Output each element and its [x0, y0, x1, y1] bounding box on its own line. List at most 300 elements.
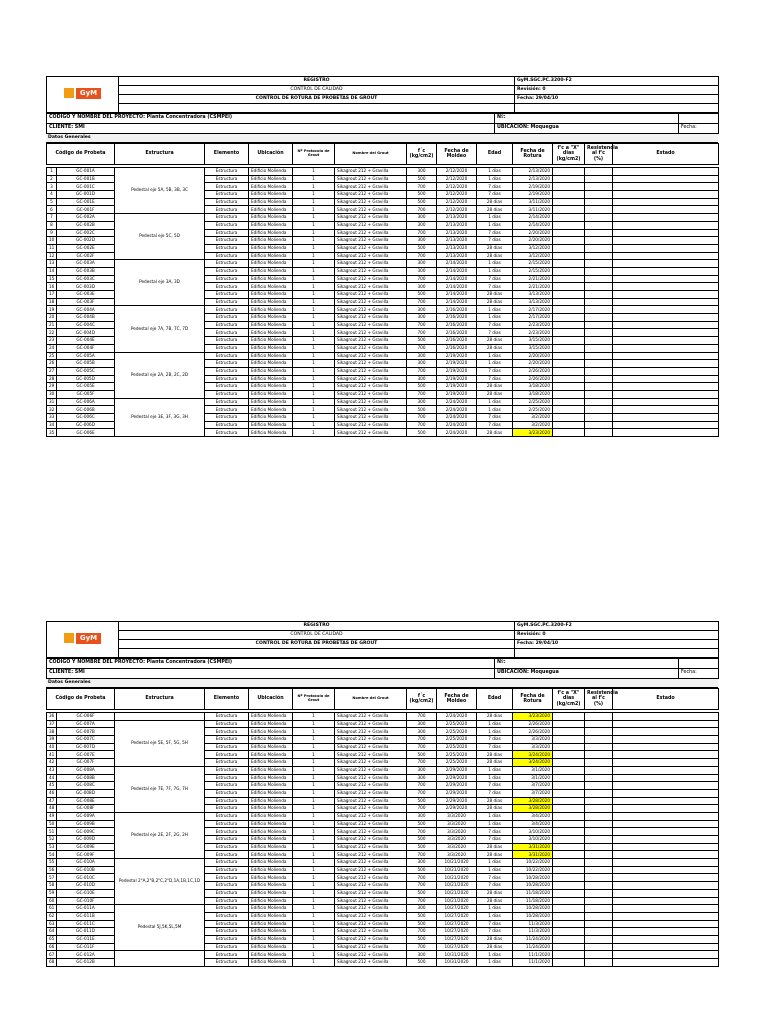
protocolo-cell: 1	[293, 260, 335, 268]
edad-cell: 28 dias	[477, 206, 513, 214]
row-number: 65	[47, 935, 57, 943]
fecha-moldeo-cell: 2/12/2020	[437, 168, 477, 176]
elemento-cell: Estructura	[205, 237, 249, 245]
table-row	[47, 352, 719, 360]
fc-dias-cell	[553, 275, 585, 283]
probeta-code: GC-004A	[57, 306, 115, 314]
fc-dias-cell	[553, 206, 585, 214]
grout-name-cell: Sikagrout 212 + Gravilla	[335, 728, 407, 736]
fc-dias-cell	[553, 866, 585, 874]
row-number: 52	[47, 836, 57, 844]
fecha-moldeo-cell: 2/19/2020	[437, 383, 477, 391]
fc-dias-cell	[553, 337, 585, 345]
fecha-rotura-cell: 3/2/2020	[513, 414, 553, 422]
edad-cell: 28 dias	[477, 797, 513, 805]
resistencia-cell	[585, 928, 613, 936]
fecha-moldeo-cell: 10/27/2020	[437, 943, 477, 951]
ubicacion-cell: Edificio Molienda	[249, 928, 293, 936]
fecha-moldeo-cell: 2/25/2020	[437, 759, 477, 767]
probeta-code: GC-005A	[57, 352, 115, 360]
protocolo-cell: 1	[293, 820, 335, 828]
elemento-cell: Estructura	[205, 198, 249, 206]
row-number: 19	[47, 306, 57, 314]
resistencia-cell	[585, 283, 613, 291]
elemento-cell: Estructura	[205, 766, 249, 774]
logo-text: GyM	[76, 633, 101, 644]
edad-cell: 1 dias	[477, 728, 513, 736]
row-number: 27	[47, 367, 57, 375]
resistencia-cell	[585, 298, 613, 306]
fecha-rotura-cell: 2/14/2020	[513, 214, 553, 222]
fc-dias-cell	[553, 367, 585, 375]
grout-name-cell: Sikagrout 212 + Gravilla	[335, 367, 407, 375]
elemento-cell: Estructura	[205, 206, 249, 214]
probeta-code: GC-002F	[57, 252, 115, 260]
row-number: 66	[47, 943, 57, 951]
grout-name-cell: Sikagrout 212 + Gravilla	[335, 736, 407, 744]
resistencia-cell	[585, 889, 613, 897]
fecha-moldeo-cell: 2/29/2020	[437, 789, 477, 797]
elemento-cell: Estructura	[205, 951, 249, 959]
control-calidad-label: CONTROL DE CALIDAD	[119, 631, 515, 640]
fc-cell: 700	[407, 874, 437, 882]
fecha-rotura-cell: 2/19/2020	[513, 191, 553, 199]
ubicacion-cell: Edificio Molienda	[249, 367, 293, 375]
numero-label: Nº:	[495, 114, 679, 124]
elemento-cell: Estructura	[205, 889, 249, 897]
grout-name-cell: Sikagrout 212 + Gravilla	[335, 221, 407, 229]
ubicacion-cell: Edificio Molienda	[249, 191, 293, 199]
elemento-cell: Estructura	[205, 728, 249, 736]
fc-cell: 700	[407, 298, 437, 306]
fc-dias-cell	[553, 421, 585, 429]
fc-cell: 700	[407, 759, 437, 767]
fecha-rotura-cell: 3/7/2020	[513, 782, 553, 790]
protocolo-cell: 1	[293, 866, 335, 874]
ubicacion-cell: Edificio Molienda	[249, 789, 293, 797]
estructura-cell: Pedestal eje 2E, 2F, 2G, 2H	[115, 812, 205, 858]
grout-name-cell: Sikagrout 212 + Gravilla	[335, 283, 407, 291]
fecha-moldeo-cell: 2/13/2020	[437, 214, 477, 222]
fc-cell: 500	[407, 935, 437, 943]
elemento-cell: Estructura	[205, 183, 249, 191]
row-number: 9	[47, 229, 57, 237]
fc-cell: 500	[407, 383, 437, 391]
estado-cell	[613, 743, 719, 751]
row-number: 2	[47, 175, 57, 183]
elemento-cell: Estructura	[205, 429, 249, 437]
protocolo-cell: 1	[293, 920, 335, 928]
grout-name-cell: Sikagrout 212 + Gravilla	[335, 836, 407, 844]
estado-cell	[613, 314, 719, 322]
resistencia-cell	[585, 390, 613, 398]
resistencia-cell	[585, 789, 613, 797]
protocolo-cell: 1	[293, 321, 335, 329]
edad-cell: 7 dias	[477, 414, 513, 422]
fc-dias-cell	[553, 175, 585, 183]
elemento-cell: Estructura	[205, 298, 249, 306]
fc-dias-cell	[553, 928, 585, 936]
estado-cell	[613, 736, 719, 744]
fecha-rotura-cell: 2/23/2020	[513, 329, 553, 337]
protocolo-cell: 1	[293, 375, 335, 383]
elemento-cell: Estructura	[205, 828, 249, 836]
protocolo-cell: 1	[293, 383, 335, 391]
probeta-code: GC-005B	[57, 360, 115, 368]
protocolo-cell: 1	[293, 736, 335, 744]
fc-cell: 500	[407, 797, 437, 805]
ubicacion-cell: Edificio Molienda	[249, 344, 293, 352]
row-number: 59	[47, 889, 57, 897]
protocolo-cell: 1	[293, 275, 335, 283]
grout-name-cell: Sikagrout 212 + Gravilla	[335, 713, 407, 721]
grout-name-cell: Sikagrout 212 + Gravilla	[335, 260, 407, 268]
row-number: 49	[47, 812, 57, 820]
fc-dias-cell	[553, 951, 585, 959]
row-number: 56	[47, 866, 57, 874]
probeta-code: GC-011F	[57, 943, 115, 951]
fc-cell: 300	[407, 720, 437, 728]
edad-cell: 7 dias	[477, 874, 513, 882]
fc-dias-cell	[553, 214, 585, 222]
row-number: 39	[47, 736, 57, 744]
table-row	[47, 859, 719, 867]
header-table	[46, 621, 719, 658]
fecha-moldeo-cell: 2/24/2020	[437, 414, 477, 422]
protocolo-cell: 1	[293, 943, 335, 951]
estado-cell	[613, 267, 719, 275]
grout-name-cell: Sikagrout 212 + Gravilla	[335, 214, 407, 222]
row-number: 31	[47, 398, 57, 406]
resistencia-cell	[585, 260, 613, 268]
fc-cell: 700	[407, 805, 437, 813]
ubicacion-cell: Edificio Molienda	[249, 352, 293, 360]
registro-label: REGISTRO	[119, 622, 515, 631]
protocolo-cell: 1	[293, 237, 335, 245]
ubicacion-cell: Edificio Molienda	[249, 820, 293, 828]
protocolo-cell: 1	[293, 859, 335, 867]
grout-name-cell: Sikagrout 212 + Gravilla	[335, 720, 407, 728]
protocolo-cell: 1	[293, 198, 335, 206]
elemento-cell: Estructura	[205, 943, 249, 951]
col-estructura: Estructura	[115, 689, 205, 710]
fecha-moldeo-cell: 2/24/2020	[437, 398, 477, 406]
fecha-rotura-cell: 3/31/2020	[513, 843, 553, 851]
fc-dias-cell	[553, 812, 585, 820]
ubicacion-cell: Edificio Molienda	[249, 175, 293, 183]
probeta-code: GC-004F	[57, 344, 115, 352]
project-name: CÓDIGO Y NOMBRE DEL PROYECTO: Planta Concentradora (CSMPEI)	[47, 114, 495, 124]
grout-name-cell: Sikagrout 212 + Gravilla	[335, 421, 407, 429]
ubicacion-cell: Edificio Molienda	[249, 314, 293, 322]
fecha-rotura-cell: 3/12/2020	[513, 252, 553, 260]
resistencia-cell	[585, 183, 613, 191]
fecha-rotura-cell: 2/21/2020	[513, 275, 553, 283]
fc-cell: 700	[407, 943, 437, 951]
elemento-cell: Estructura	[205, 812, 249, 820]
fecha-moldeo-cell: 2/12/2020	[437, 183, 477, 191]
fc-cell: 700	[407, 183, 437, 191]
fc-dias-cell	[553, 198, 585, 206]
fecha-moldeo-cell: 2/12/2020	[437, 191, 477, 199]
fc-cell: 700	[407, 321, 437, 329]
fc-cell: 300	[407, 260, 437, 268]
edad-cell: 1 dias	[477, 951, 513, 959]
fecha-moldeo-cell: 2/16/2020	[437, 306, 477, 314]
fecha2-label: Fecha:	[679, 669, 719, 679]
row-number: 45	[47, 782, 57, 790]
fc-cell: 500	[407, 889, 437, 897]
grout-name-cell: Sikagrout 212 + Gravilla	[335, 383, 407, 391]
fecha-moldeo-cell: 10/27/2020	[437, 928, 477, 936]
estado-cell	[613, 344, 719, 352]
fc-dias-cell	[553, 291, 585, 299]
elemento-cell: Estructura	[205, 774, 249, 782]
resistencia-cell	[585, 360, 613, 368]
estructura-cell: Pedestal 5J,5K,5L,5M	[115, 905, 205, 951]
probeta-code: GC-007F	[57, 759, 115, 767]
estado-cell	[613, 398, 719, 406]
fc-cell: 700	[407, 713, 437, 721]
fc-cell: 500	[407, 920, 437, 928]
grout-name-cell: Sikagrout 212 + Gravilla	[335, 874, 407, 882]
protocolo-cell: 1	[293, 398, 335, 406]
fc-cell: 500	[407, 244, 437, 252]
fc-cell: 700	[407, 329, 437, 337]
fecha-rotura-cell: 3/12/2020	[513, 244, 553, 252]
row-number: 61	[47, 905, 57, 913]
estado-cell	[613, 367, 719, 375]
col-fc: f´c (kg/cm2)	[407, 689, 437, 710]
fecha-moldeo-cell: 3/3/2020	[437, 828, 477, 836]
row-number: 24	[47, 344, 57, 352]
protocolo-cell: 1	[293, 267, 335, 275]
edad-cell: 7 dias	[477, 283, 513, 291]
fc-dias-cell	[553, 252, 585, 260]
row-number: 44	[47, 774, 57, 782]
row-number: 5	[47, 198, 57, 206]
row-number: 35	[47, 429, 57, 437]
resistencia-cell	[585, 329, 613, 337]
probeta-code: GC-003B	[57, 267, 115, 275]
ubicacion-cell: Edificio Molienda	[249, 851, 293, 859]
probeta-code: GC-009E	[57, 843, 115, 851]
edad-cell: 28 dias	[477, 751, 513, 759]
col-codigo: Código de Probeta	[47, 689, 115, 710]
fc-dias-cell	[553, 805, 585, 813]
estado-cell	[613, 713, 719, 721]
row-number: 62	[47, 912, 57, 920]
ubicacion-cell: Edificio Molienda	[249, 329, 293, 337]
grout-name-cell: Sikagrout 212 + Gravilla	[335, 291, 407, 299]
col-elemento: Elemento	[205, 689, 249, 710]
probeta-code: GC-011E	[57, 935, 115, 943]
probeta-code: GC-007D	[57, 743, 115, 751]
resistencia-cell	[585, 759, 613, 767]
resistencia-cell	[585, 851, 613, 859]
fecha-rotura-cell: 2/26/2020	[513, 728, 553, 736]
estructura-cell: Pedestal eje 2A, 2B, 2C, 2D	[115, 352, 205, 398]
edad-cell: 1 dias	[477, 168, 513, 176]
row-number: 21	[47, 321, 57, 329]
protocolo-cell: 1	[293, 306, 335, 314]
ubicacion-cell: Edificio Molienda	[249, 414, 293, 422]
grout-name-cell: Sikagrout 212 + Gravilla	[335, 183, 407, 191]
estructura-cell: Pedestal eje 3A, 3D	[115, 260, 205, 306]
fc-cell: 300	[407, 352, 437, 360]
grout-name-cell: Sikagrout 212 + Gravilla	[335, 344, 407, 352]
revision-label: Revisión: 0	[515, 631, 719, 640]
elemento-cell: Estructura	[205, 367, 249, 375]
resistencia-cell	[585, 743, 613, 751]
table-row	[47, 306, 719, 314]
col-fecha-moldeo: Fecha de Moldeo	[437, 144, 477, 165]
protocolo-cell: 1	[293, 421, 335, 429]
edad-cell: 28 dias	[477, 851, 513, 859]
grout-name-cell: Sikagrout 212 + Gravilla	[335, 360, 407, 368]
protocolo-cell: 1	[293, 951, 335, 959]
ubicacion-cell: Edificio Molienda	[249, 206, 293, 214]
fecha-rotura-cell: 3/4/2020	[513, 820, 553, 828]
estado-cell	[613, 897, 719, 905]
company-logo	[47, 622, 119, 658]
resistencia-cell	[585, 191, 613, 199]
fc-dias-cell	[553, 912, 585, 920]
probeta-code: GC-010A	[57, 859, 115, 867]
fecha-rotura-cell: 3/3/2020	[513, 736, 553, 744]
row-number: 23	[47, 337, 57, 345]
fc-cell: 700	[407, 390, 437, 398]
fecha-rotura-cell: 11/24/2020	[513, 943, 553, 951]
fc-dias-cell	[553, 344, 585, 352]
fc-cell: 500	[407, 406, 437, 414]
probeta-code: GC-008B	[57, 774, 115, 782]
resistencia-cell	[585, 951, 613, 959]
elemento-cell: Estructura	[205, 360, 249, 368]
fc-dias-cell	[553, 244, 585, 252]
fecha-rotura-cell: 10/28/2020	[513, 874, 553, 882]
ubicacion-cell: Edificio Molienda	[249, 244, 293, 252]
estado-cell	[613, 329, 719, 337]
fc-cell: 300	[407, 728, 437, 736]
estado-cell	[613, 168, 719, 176]
fc-dias-cell	[553, 882, 585, 890]
grout-name-cell: Sikagrout 212 + Gravilla	[335, 843, 407, 851]
elemento-cell: Estructura	[205, 874, 249, 882]
row-number: 30	[47, 390, 57, 398]
fc-cell: 700	[407, 414, 437, 422]
grout-name-cell: Sikagrout 212 + Gravilla	[335, 175, 407, 183]
col-edad: Edad	[477, 689, 513, 710]
fecha-rotura-cell: 10/28/2020	[513, 912, 553, 920]
fc-dias-cell	[553, 321, 585, 329]
probeta-code: GC-002E	[57, 244, 115, 252]
edad-cell: 28 dias	[477, 252, 513, 260]
estructura-cell: Pedestal 2"A,2"B,2"C,2"D,1A,1B,1C,1D	[115, 859, 205, 905]
protocolo-cell: 1	[293, 728, 335, 736]
row-number: 17	[47, 291, 57, 299]
elemento-cell: Estructura	[205, 959, 249, 967]
grout-name-cell: Sikagrout 212 + Gravilla	[335, 782, 407, 790]
fc-cell: 700	[407, 789, 437, 797]
fecha-rotura-cell: 2/26/2020	[513, 720, 553, 728]
elemento-cell: Estructura	[205, 920, 249, 928]
resistencia-cell	[585, 736, 613, 744]
fc-dias-cell	[553, 920, 585, 928]
protocolo-cell: 1	[293, 298, 335, 306]
edad-cell: 1 dias	[477, 352, 513, 360]
ubicacion-cell: Edificio Molienda	[249, 889, 293, 897]
protocolo-cell: 1	[293, 713, 335, 721]
row-number: 15	[47, 275, 57, 283]
fecha-rotura-cell: 3/28/2020	[513, 797, 553, 805]
probeta-code: GC-008A	[57, 766, 115, 774]
ubicacion-cell: Edificio Molienda	[249, 360, 293, 368]
fecha-rotura-cell: 3/23/2020	[513, 713, 553, 721]
protocolo-cell: 1	[293, 283, 335, 291]
fc-cell: 700	[407, 928, 437, 936]
probeta-code: GC-009A	[57, 812, 115, 820]
grout-name-cell: Sikagrout 212 + Gravilla	[335, 375, 407, 383]
fc-dias-cell	[553, 406, 585, 414]
fc-dias-cell	[553, 267, 585, 275]
elemento-cell: Estructura	[205, 306, 249, 314]
row-number: 4	[47, 191, 57, 199]
fecha-moldeo-cell: 2/25/2020	[437, 720, 477, 728]
fc-cell: 500	[407, 175, 437, 183]
fecha-rotura-cell: 3/1/2020	[513, 774, 553, 782]
fc-cell: 300	[407, 314, 437, 322]
elemento-cell: Estructura	[205, 214, 249, 222]
probeta-code: GC-009B	[57, 820, 115, 828]
probeta-code: GC-008D	[57, 789, 115, 797]
fecha-rotura-cell: 10/22/2020	[513, 859, 553, 867]
ubicacion-cell: Edificio Molienda	[249, 252, 293, 260]
ubicacion-cell: Edificio Molienda	[249, 736, 293, 744]
fc-cell: 500	[407, 912, 437, 920]
edad-cell: 28 dias	[477, 429, 513, 437]
row-number: 40	[47, 743, 57, 751]
estado-cell	[613, 352, 719, 360]
column-header-row	[47, 689, 719, 710]
estructura-cell: Pedestal eje 5C, 5D	[115, 214, 205, 260]
fecha-moldeo-cell: 2/12/2020	[437, 175, 477, 183]
elemento-cell: Estructura	[205, 935, 249, 943]
edad-cell: 7 dias	[477, 275, 513, 283]
table-row	[47, 168, 719, 176]
estado-cell	[613, 383, 719, 391]
col-resistencia: Resistencia al f'c (%)	[585, 144, 613, 165]
protocolo-cell: 1	[293, 314, 335, 322]
protocolo-cell: 1	[293, 360, 335, 368]
resistencia-cell	[585, 237, 613, 245]
probeta-code: GC-001C	[57, 183, 115, 191]
row-number: 38	[47, 728, 57, 736]
grout-name-cell: Sikagrout 212 + Gravilla	[335, 797, 407, 805]
fecha-rotura-cell: 3/1/2020	[513, 766, 553, 774]
edad-cell: 1 dias	[477, 859, 513, 867]
fecha-rotura-cell: 2/15/2020	[513, 267, 553, 275]
doc-code: GyM.SGC.PC.3200-F2	[515, 77, 719, 86]
fc-cell: 700	[407, 782, 437, 790]
row-number: 58	[47, 882, 57, 890]
estado-cell	[613, 237, 719, 245]
fc-cell: 300	[407, 859, 437, 867]
row-number: 25	[47, 352, 57, 360]
resistencia-cell	[585, 314, 613, 322]
estructura-cell	[115, 951, 205, 966]
fc-cell: 700	[407, 275, 437, 283]
